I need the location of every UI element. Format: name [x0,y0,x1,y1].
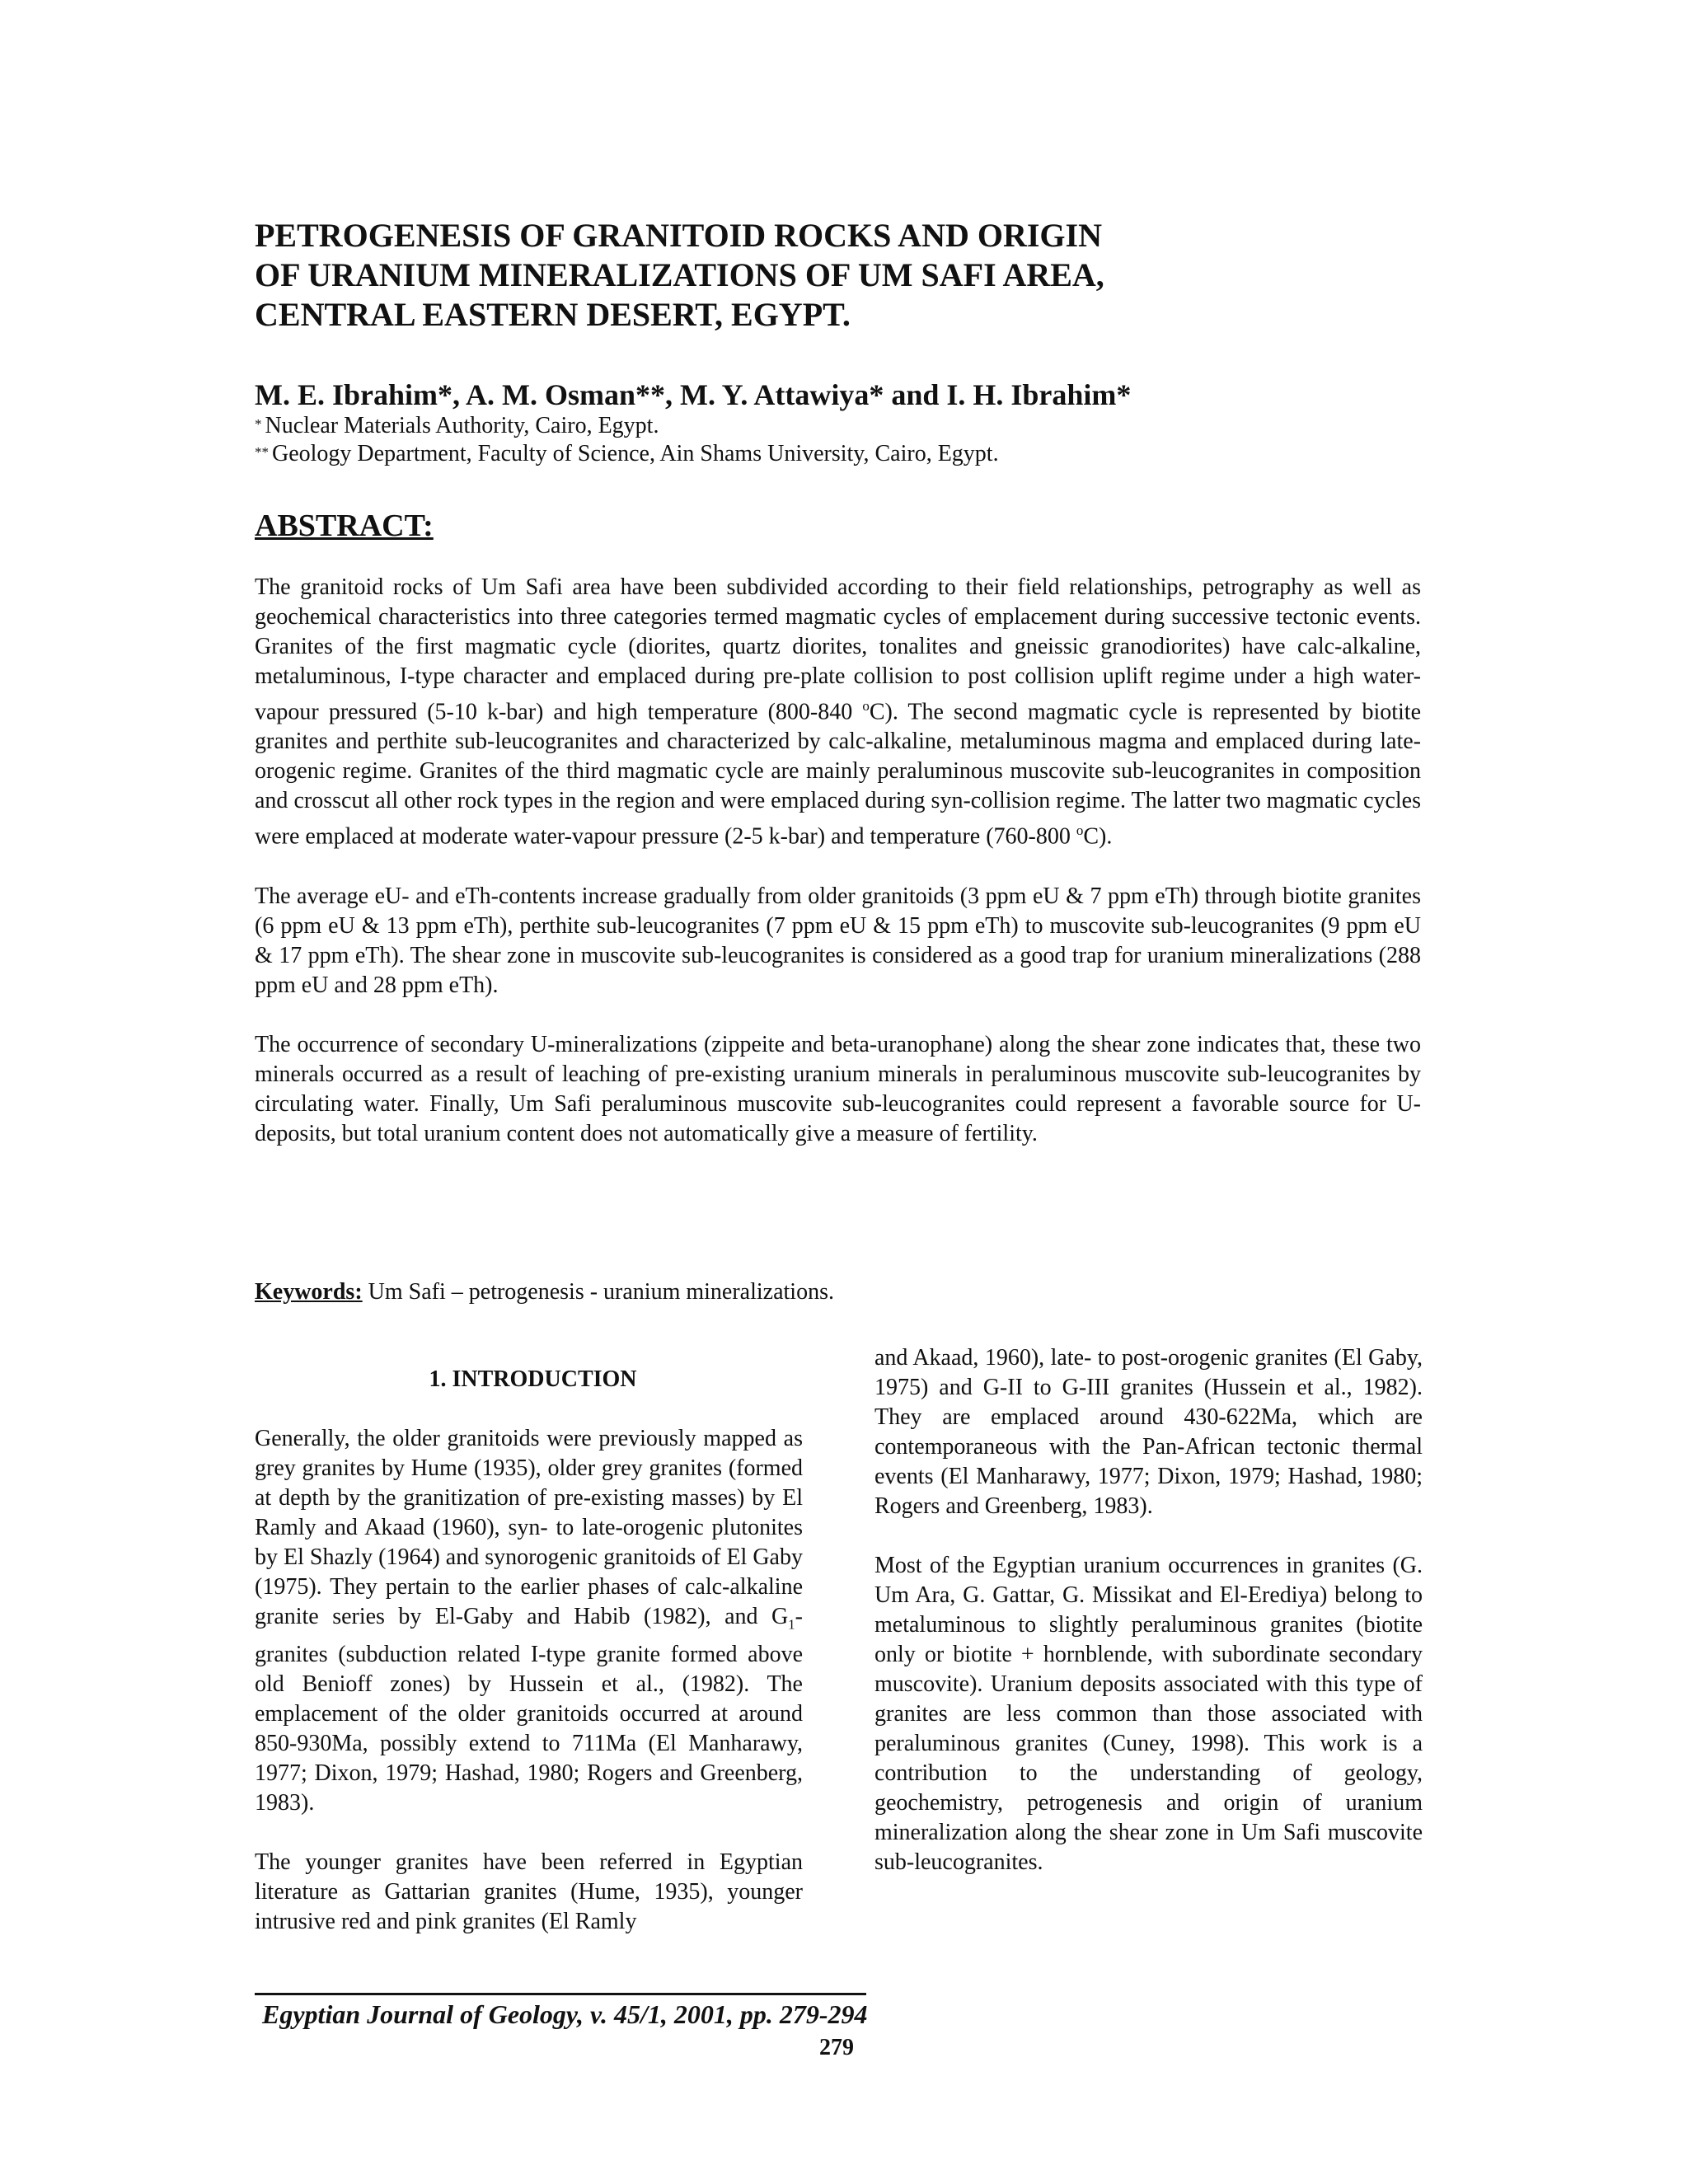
abstract-text: C). The second magmatic cycle is represented by biotite granites and perthite sub-leucogranites and characterized by calc-alkaline, metaluminous magma and emplaced during late-orogenic regime. Granites of the third magmatic cycle are mainly peraluminous muscovite sub-leucogranites in composition and crosscut all other rock types in the region and were emplaced during syn-collision regime. The latter two magmatic cycles were emplaced at moderate water-vapour pressure (2-5 k-bar) and temperature (760-800 [255,699,1421,850]
body-text: -granites (subduction related I-type granite formed above old Benioff zones) by Hussein et al., (1982). The emplacement of the older granitoids occurred at around 850-930Ma, possibly extend to 711Ma (El Manharawy, 1977; Dixon, 1979; Hashad, 1980; Rogers and Greenberg, 1983). [255,1604,803,1816]
degree-mark: o [1076,823,1084,839]
journal-citation: Egyptian Journal of Geology, v. 45/1, 2001, pp. 279-294 [262,1999,868,2029]
keywords-label: Keywords: [255,1279,363,1305]
affiliation-text: Nuclear Materials Authority, Cairo, Egypt. [265,413,659,438]
body-paragraph: The younger granites have been referred in Egyptian literature as Gattarian granites (Hume, 1935), younger intrusive red and pink granites (El Ramly [255,1849,803,1934]
body-paragraph: and Akaad, 1960), late- to post-orogenic granites (El Gaby, 1975) and G-II to G-III granites (Hussein et al., 1982). They are emplaced around 430-622Ma, which are contemporaneous with the Pan-African tectonic thermal events (El Manharawy, 1977; Dixon, 1979; Hashad, 1980; Rogers and Greenberg, 1983). [874,1345,1423,1519]
subscript: 1 [788,1616,795,1633]
footer-divider [255,1993,866,1995]
section-heading-introduction: 1. INTRODUCTION [429,1366,637,1392]
body-paragraph [255,1424,803,1818]
abstract-paragraph: The occurrence of secondary U-mineralizations (zippeite and beta-uranophane) along the shear zone indicates that, these two minerals occurred as a result of leaching of pre-existing uranium minerals in peraluminous muscovite sub-leucogranites by circulating water. Finally, Um Safi peraluminous muscovite sub-leucogranites could represent a favorable source for U-deposits, but total uranium content does not automatically give a measure of fertility. [255,1031,1421,1146]
abstract-heading: ABSTRACT: [255,509,434,543]
body-text: Generally, the older granitoids were previously mapped as grey granites by Hume (1935), older grey granites (formed at depth by the granitization of pre-existing masses) by El Ramly and Akaad (1960), syn- to late-orogenic plutonites by El Shazly (1964) and synorogenic granitoids of El Gaby (1975). They pertain to the earlier phases of calc-alkaline granite series by El-Gaby and Habib (1982), and G [255,1426,803,1629]
body-paragraph: Most of the Egyptian uranium occurrences in granites (G. Um Ara, G. Gattar, G. Missikat and El-Erediya) belong to metaluminous to slightly peraluminous granites (biotite only or biotite + hornblende, with subordinate secondary muscovite). Uranium deposits associated with this type of granites are less common than those associated with peraluminous granites (Cuney, 1998). This work is a contribution to the understanding of geology, geochemistry, petrogenesis and origin of uranium mineralization along the shear zone in Um Safi muscovite sub-leucogranites. [874,1553,1423,1875]
abstract-body [255,573,1421,1179]
page-number: 279 [819,2035,854,2060]
affiliation-mark: * [255,416,262,432]
affiliation [255,412,1491,440]
left-column [255,1343,803,1966]
affiliation-text: Geology Department, Faculty of Science, Ain Shams University, Cairo, Egypt. [272,441,999,466]
abstract-paragraph: The average eU- and eTh-contents increase gradually from older granitoids (3 ppm eU & 7 ppm eTh) through biotite granites (6 ppm eU & 13 ppm eTh), perthite sub-leucogranites (7 ppm eU & 15 ppm eTh) to muscovite sub-leucogranites (9 ppm eU & 17 ppm eTh). The shear zone in muscovite sub-leucogranites is considered as a good trap for uranium mineralizations (288 ppm eU and 28 ppm eTh). [255,883,1421,998]
right-column [874,1343,1423,1907]
title-line: OF URANIUM MINERALIZATIONS OF UM SAFI AREA, [255,256,1104,293]
title-line: CENTRAL EASTERN DESERT, EGYPT. [255,296,851,333]
affiliation [255,440,1491,468]
abstract-text: C). [1083,823,1113,850]
keywords-text: Um Safi – petrogenesis - uranium mineralizations. [362,1279,834,1305]
title-line: PETROGENESIS OF GRANITOID ROCKS AND ORIGIN [255,217,1102,254]
affiliation-mark: ** [255,444,269,460]
keywords [255,1277,1421,1307]
degree-mark: o [862,698,870,714]
abstract-text: The granitoid rocks of Um Safi area have been subdivided according to their field relationships, petrography as well as geochemical characteristics into three categories termed magmatic cycles of emplacement during successive tectonic events. Granites of the first magmatic cycle (diorites, quartz diorites, tonalites and gneissic granodiorites) have calc-alkaline, metaluminous, I-type character and emplaced during pre-plate collision to post collision uplift regime under a high water-vapour pressured (5-10 k-bar) and high temperature (800-840 [255,574,1421,725]
author-list: M. E. Ibrahim*, A. M. Osman**, M. Y. Attawiya* and I. H. Ibrahim* [255,378,1132,411]
abstract-paragraph [255,573,1421,852]
paper-title [255,216,1491,335]
